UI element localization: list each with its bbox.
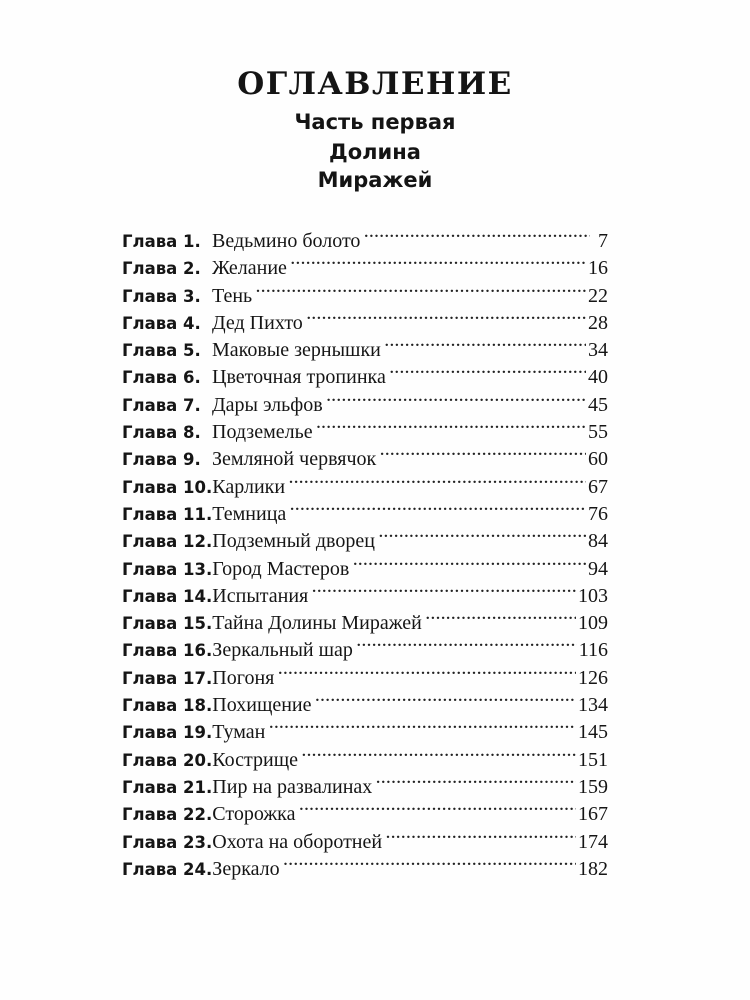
dot-leader [327, 384, 586, 411]
chapter-title: Маковые зернышки [212, 339, 381, 362]
chapter-label: Глава 6. [122, 368, 201, 388]
chapter-title: Город Мастеров [212, 557, 350, 580]
chapter-page-number: 22 [588, 284, 608, 307]
chapter-page-number: 182 [578, 857, 608, 880]
chapter-label: Глава 16. [122, 641, 213, 661]
chapter-page-number: 151 [578, 748, 608, 771]
chapter-page-number: 116 [578, 639, 608, 662]
chapter-label: Глава 13. [122, 559, 213, 579]
chapter-label: Глава 18. [122, 696, 213, 716]
dot-leader [353, 548, 586, 575]
chapter-title: Охота на оборотней [212, 830, 383, 853]
chapter-title: Земляной червячок [212, 448, 377, 471]
toc-title: ОГЛАВЛЕНИЕ [237, 66, 513, 102]
chapter-page-number: 40 [588, 366, 608, 389]
chapter-title: Испытания [212, 584, 309, 607]
chapter-label: Глава 20. [122, 750, 213, 770]
chapter-label: Глава 8. [122, 423, 201, 443]
dot-leader [256, 275, 586, 302]
dot-leader [426, 602, 576, 629]
chapter-page-number: 60 [588, 448, 608, 471]
chapter-title: Тень [212, 284, 253, 307]
chapter-title: Цветочная тропинка [212, 366, 386, 389]
dot-leader [307, 302, 586, 329]
chapter-page-number: 34 [588, 339, 608, 362]
chapter-page-number: 55 [588, 421, 608, 444]
chapter-title: Пир на развалинах [212, 775, 373, 798]
chapter-title: Подземный дворец [212, 530, 375, 553]
chapter-page-number: 103 [578, 584, 608, 607]
chapter-label: Глава 5. [122, 341, 201, 361]
dot-leader [289, 466, 586, 493]
dot-leader [291, 247, 586, 274]
dot-leader [302, 739, 576, 766]
part-subtitle-line-2: Миражей [317, 168, 433, 192]
chapter-label: Глава 4. [122, 313, 201, 333]
chapter-label: Глава 19. [122, 723, 213, 743]
chapter-title: Погоня [212, 666, 275, 689]
chapter-label: Глава 21. [122, 777, 213, 797]
chapter-title: Карлики [212, 475, 286, 498]
dot-leader [379, 520, 586, 547]
part-heading: Часть первая [294, 110, 456, 134]
dot-leader [269, 711, 576, 738]
chapter-page-number: 28 [588, 311, 608, 334]
chapter-label: Глава 23. [122, 832, 213, 852]
chapter-page-number: 94 [588, 557, 608, 580]
dot-leader [364, 220, 590, 247]
chapter-page-number: 16 [588, 257, 608, 280]
chapter-page-number: 76 [588, 502, 608, 525]
dot-leader [284, 848, 576, 875]
dot-leader [357, 629, 577, 656]
chapter-title: Туман [212, 721, 266, 744]
chapter-label: Глава 3. [122, 286, 201, 306]
chapter-title: Кострище [212, 748, 298, 771]
chapter-title: Дары эльфов [212, 393, 323, 416]
chapter-title: Тайна Долины Миражей [212, 612, 422, 635]
chapter-label: Глава 24. [122, 859, 213, 879]
chapter-page-number: 126 [578, 666, 608, 689]
chapter-label: Глава 2. [122, 259, 201, 279]
chapter-label: Глава 12. [122, 532, 213, 552]
dot-leader [316, 684, 576, 711]
chapter-label: Глава 9. [122, 450, 201, 470]
toc-entry [122, 220, 608, 252]
chapter-page-number: 174 [578, 830, 608, 853]
chapter-label: Глава 7. [122, 395, 201, 415]
dot-leader [390, 356, 586, 383]
dot-leader [299, 793, 576, 820]
chapter-title: Дед Пихто [212, 311, 303, 334]
chapter-title: Желание [212, 257, 287, 280]
chapter-label: Глава 10. [122, 477, 213, 497]
chapter-label: Глава 11. [122, 504, 213, 524]
chapter-page-number: 45 [588, 393, 608, 416]
chapter-page-number: 109 [578, 612, 608, 635]
chapter-page-number: 67 [588, 475, 608, 498]
dot-leader [376, 766, 576, 793]
table-of-contents [122, 220, 608, 880]
dot-leader [385, 329, 586, 356]
chapter-title: Ведьмино болото [212, 230, 361, 252]
chapter-title: Похищение [212, 694, 312, 717]
dot-leader [278, 657, 576, 684]
chapter-title: Темница [212, 502, 287, 525]
dot-leader [386, 821, 576, 848]
chapter-page-number: 7 [598, 230, 608, 252]
chapter-page-number: 134 [578, 694, 608, 717]
chapter-title: Сторожка [212, 803, 296, 826]
part-subtitle-line-1: Долина [329, 140, 421, 164]
chapter-page-number: 159 [578, 775, 608, 798]
dot-leader [380, 438, 586, 465]
chapter-title: Зеркало [212, 857, 280, 880]
chapter-title: Зеркальный шар [212, 639, 353, 662]
chapter-page-number: 84 [588, 530, 608, 553]
dot-leader [317, 411, 586, 438]
chapter-label: Глава 22. [122, 805, 213, 825]
chapter-page-number: 167 [578, 803, 608, 826]
chapter-label: Глава 1. [122, 232, 201, 251]
dot-leader [312, 575, 576, 602]
dot-leader [290, 493, 586, 520]
chapter-label: Глава 17. [122, 668, 213, 688]
chapter-label: Глава 14. [122, 586, 213, 606]
chapter-title: Подземелье [212, 421, 313, 444]
chapter-page-number: 145 [578, 721, 608, 744]
chapter-label: Глава 15. [122, 614, 213, 634]
